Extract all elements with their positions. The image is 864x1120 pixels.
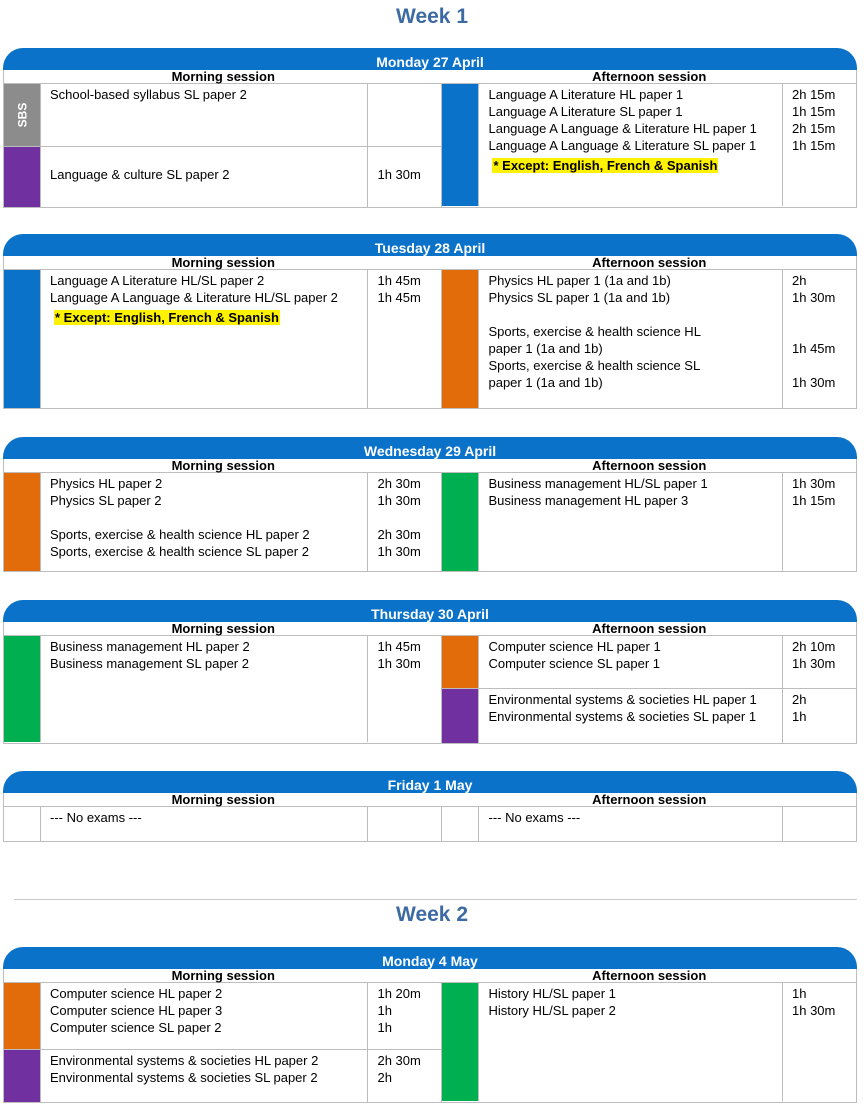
day-header: Monday 27 April xyxy=(3,48,857,70)
exam-paper-name: Language A Literature HL paper 1 xyxy=(488,87,684,102)
day-table xyxy=(3,234,857,409)
exam-duration: 1h 30m xyxy=(792,476,836,491)
exam-durations xyxy=(368,983,441,1049)
exam-paper-name: Language A Language & Literature HL paper 1 xyxy=(488,121,757,136)
exam-papers xyxy=(41,270,368,408)
subject-block xyxy=(4,636,441,742)
exam-grid xyxy=(3,635,857,744)
exam-paper-name: Computer science SL paper 2 xyxy=(50,1020,222,1035)
exam-duration: 1h xyxy=(377,1003,392,1018)
exam-duration: 1h 45m xyxy=(377,290,421,305)
day-header: Friday 1 May xyxy=(3,771,857,793)
morning-session-title: Morning session xyxy=(171,458,275,473)
day-table xyxy=(3,48,857,208)
subject-group-color-bar xyxy=(4,147,41,207)
exam-duration: 1h 45m xyxy=(377,639,421,654)
exam-duration: 2h xyxy=(377,1070,392,1085)
exam-paper-name: Physics SL paper 2 xyxy=(50,493,162,508)
exam-paper-name: Sports, exercise & health science SL paper 2 xyxy=(50,544,309,559)
session-title-row xyxy=(3,622,857,635)
exam-paper-name: Language A Literature SL paper 1 xyxy=(488,104,683,119)
subject-block xyxy=(4,1049,441,1102)
subject-group-color-bar xyxy=(4,270,41,408)
exam-paper-name: Environmental systems & societies HL paper 2 xyxy=(50,1053,319,1068)
day-header: Tuesday 28 April xyxy=(3,234,857,256)
exam-duration: 1h 15m xyxy=(792,493,836,508)
subject-block xyxy=(442,688,856,743)
exam-duration: 1h 30m xyxy=(792,290,836,305)
morning-column xyxy=(4,473,442,571)
afternoon-column xyxy=(442,473,856,571)
exam-paper-name: Physics HL paper 1 (1a and 1b) xyxy=(488,273,671,288)
exam-paper-name: Computer science SL paper 1 xyxy=(488,656,660,671)
exam-grid xyxy=(3,982,857,1103)
exam-durations xyxy=(368,270,441,408)
exam-durations xyxy=(368,84,441,146)
morning-session-title: Morning session xyxy=(171,255,275,270)
afternoon-column xyxy=(442,636,856,743)
sbs-label: SBS xyxy=(15,102,29,128)
subject-block xyxy=(4,146,441,207)
exam-paper-name: Language A Language & Literature SL paper 1 xyxy=(488,138,757,153)
exam-duration: 1h 15m xyxy=(792,138,836,153)
morning-column xyxy=(4,807,442,841)
afternoon-session-title: Afternoon session xyxy=(592,255,707,270)
exam-papers xyxy=(479,473,783,571)
afternoon-session-title: Afternoon session xyxy=(592,69,707,84)
exam-duration: 2h 15m xyxy=(792,121,836,136)
subject-block xyxy=(442,983,856,1101)
exam-paper-name: Business management SL paper 2 xyxy=(50,656,249,671)
day-header: Wednesday 29 April xyxy=(3,437,857,459)
exam-duration: 1h 30m xyxy=(377,493,421,508)
exam-papers xyxy=(41,84,368,146)
exam-durations xyxy=(368,636,441,742)
week-divider xyxy=(14,899,857,900)
exception-note: * Except: English, French & Spanish xyxy=(493,158,718,173)
session-title-row xyxy=(3,70,857,83)
exam-paper-name: Physics HL paper 2 xyxy=(50,476,163,491)
exam-duration: 2h xyxy=(792,273,807,288)
exam-papers xyxy=(41,983,368,1049)
exam-paper-name: --- No exams --- xyxy=(488,810,581,825)
exam-paper-name: Computer science HL paper 2 xyxy=(50,986,223,1001)
exam-duration: 1h xyxy=(377,1020,392,1035)
afternoon-session-title: Afternoon session xyxy=(592,458,707,473)
exam-durations xyxy=(783,983,856,1101)
exam-duration: 1h xyxy=(792,709,807,724)
morning-session-title: Morning session xyxy=(171,968,275,983)
exam-paper-name: paper 1 (1a and 1b) xyxy=(488,341,603,356)
exam-papers xyxy=(41,1050,368,1102)
exam-duration: 1h 45m xyxy=(377,273,421,288)
exam-papers xyxy=(479,636,783,688)
exam-durations xyxy=(783,636,856,688)
exam-duration: 1h 30m xyxy=(792,375,836,390)
exam-papers xyxy=(41,807,368,841)
exam-paper-name: Language & culture SL paper 2 xyxy=(50,167,230,182)
afternoon-column xyxy=(442,983,856,1102)
subject-block xyxy=(442,473,856,571)
exam-paper-name: Computer science HL paper 3 xyxy=(50,1003,223,1018)
exam-paper-name: Sports, exercise & health science HL paper 2 xyxy=(50,527,310,542)
exam-paper-name: Language A Language & Literature HL/SL paper 2 xyxy=(50,290,338,305)
exam-paper-name: Business management HL paper 3 xyxy=(488,493,689,508)
morning-column xyxy=(4,636,442,743)
day-table xyxy=(3,437,857,572)
subject-block xyxy=(442,270,856,408)
exam-duration: 1h 30m xyxy=(377,656,421,671)
afternoon-session-title: Afternoon session xyxy=(592,792,707,807)
afternoon-column xyxy=(442,84,856,207)
exam-paper-name: Sports, exercise & health science SL xyxy=(488,358,701,373)
exam-papers xyxy=(41,147,368,207)
afternoon-column xyxy=(442,270,856,408)
exam-duration: 2h 30m xyxy=(377,476,421,491)
day-table xyxy=(3,600,857,744)
day-header: Thursday 30 April xyxy=(3,600,857,622)
subject-block xyxy=(4,84,441,146)
day-table xyxy=(3,947,857,1103)
exam-papers xyxy=(479,807,783,841)
exam-papers xyxy=(479,84,783,206)
exam-duration: 1h 30m xyxy=(792,1003,836,1018)
subject-block xyxy=(442,84,856,206)
exam-paper-name: History HL/SL paper 1 xyxy=(488,986,616,1001)
exam-grid xyxy=(3,83,857,208)
exam-durations xyxy=(783,270,856,408)
exam-paper-name: Computer science HL paper 1 xyxy=(488,639,661,654)
exam-paper-name: History HL/SL paper 2 xyxy=(488,1003,616,1018)
subject-group-color-bar xyxy=(4,1050,41,1102)
exam-duration: 1h 45m xyxy=(792,341,836,356)
exam-durations xyxy=(783,473,856,571)
subject-group-color-bar xyxy=(442,270,479,408)
session-title-row xyxy=(3,459,857,472)
subject-group-color-bar xyxy=(442,84,479,206)
exam-duration: 1h 15m xyxy=(792,104,836,119)
exam-grid xyxy=(3,806,857,842)
exam-duration: 1h 30m xyxy=(377,544,421,559)
day-table xyxy=(3,771,857,842)
subject-group-color-bar xyxy=(4,473,41,571)
exam-paper-name: Environmental systems & societies SL paper 2 xyxy=(50,1070,318,1085)
exam-duration: 1h 30m xyxy=(792,656,836,671)
exam-paper-name: Business management HL/SL paper 1 xyxy=(488,476,708,491)
subject-group-color-bar xyxy=(442,807,479,841)
exam-paper-name: --- No exams --- xyxy=(50,810,142,825)
subject-block xyxy=(442,807,856,841)
exam-durations xyxy=(368,473,441,571)
exam-papers xyxy=(479,689,783,743)
exam-paper-name: Business management HL paper 2 xyxy=(50,639,250,654)
exam-paper-name: Physics SL paper 1 (1a and 1b) xyxy=(488,290,671,305)
afternoon-session-title: Afternoon session xyxy=(592,621,707,636)
subject-group-color-bar xyxy=(442,473,479,571)
subject-group-color-bar xyxy=(4,807,41,841)
exam-duration: 2h xyxy=(792,692,807,707)
exam-duration: 2h 10m xyxy=(792,639,836,654)
exam-duration: 2h 30m xyxy=(377,527,421,542)
subject-group-color-bar xyxy=(4,636,41,742)
morning-column xyxy=(4,84,442,207)
exam-durations xyxy=(783,689,856,743)
exam-grid xyxy=(3,472,857,572)
morning-column xyxy=(4,983,442,1102)
exam-duration: 1h 20m xyxy=(377,986,421,1001)
exam-durations xyxy=(368,807,441,841)
exam-duration: 1h xyxy=(792,986,807,1001)
subject-group-color-bar xyxy=(442,983,479,1101)
exam-duration: 2h 30m xyxy=(377,1053,421,1068)
subject-block xyxy=(4,807,441,841)
subject-group-color-bar xyxy=(4,84,41,146)
exam-papers xyxy=(41,473,368,571)
exam-durations xyxy=(783,807,856,841)
exam-durations xyxy=(368,147,441,207)
exam-durations xyxy=(368,1050,441,1102)
exam-paper-name: School-based syllabus SL paper 2 xyxy=(50,87,247,102)
morning-session-title: Morning session xyxy=(171,69,275,84)
subject-block xyxy=(442,636,856,688)
exam-duration: 1h 30m xyxy=(377,167,421,182)
morning-session-title: Morning session xyxy=(171,621,275,636)
session-title-row xyxy=(3,793,857,806)
week-title: Week 2 xyxy=(396,903,468,926)
exam-paper-name: Environmental systems & societies SL paper 1 xyxy=(488,709,757,724)
week-title: Week 1 xyxy=(396,5,468,28)
morning-session-title: Morning session xyxy=(171,792,275,807)
exam-paper-name: Environmental systems & societies HL paper 1 xyxy=(488,692,757,707)
afternoon-session-title: Afternoon session xyxy=(592,968,707,983)
exam-duration: 2h 15m xyxy=(792,87,836,102)
subject-group-color-bar xyxy=(4,983,41,1049)
exception-note: * Except: English, French & Spanish xyxy=(55,310,279,325)
subject-group-color-bar xyxy=(442,636,479,688)
afternoon-column xyxy=(442,807,856,841)
subject-block xyxy=(4,270,441,408)
subject-group-color-bar xyxy=(442,689,479,743)
morning-column xyxy=(4,270,442,408)
exam-papers xyxy=(479,983,783,1101)
session-title-row xyxy=(3,969,857,982)
exam-papers xyxy=(41,636,368,742)
subject-block xyxy=(4,983,441,1049)
subject-block xyxy=(4,473,441,571)
exam-paper-name: Sports, exercise & health science HL xyxy=(488,324,701,339)
exam-papers xyxy=(479,270,783,408)
exam-paper-name: Language A Literature HL/SL paper 2 xyxy=(50,273,265,288)
exam-paper-name: paper 1 (1a and 1b) xyxy=(488,375,603,390)
exam-grid xyxy=(3,269,857,409)
day-header: Monday 4 May xyxy=(3,947,857,969)
exam-durations xyxy=(783,84,856,206)
session-title-row xyxy=(3,256,857,269)
